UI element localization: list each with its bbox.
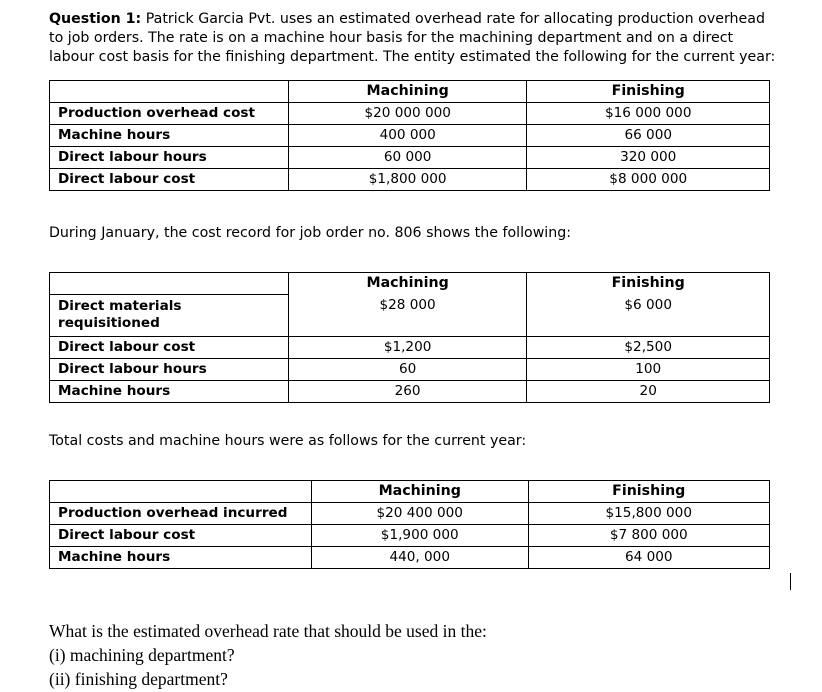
finishing-value: $6 000 xyxy=(527,295,770,337)
table-header-row xyxy=(50,273,770,295)
machining-value: $1,900 000 xyxy=(311,525,528,547)
prompt-line-1: What is the estimated overhead rate that should be used in the: xyxy=(49,621,487,641)
question-label: Question 1: xyxy=(49,11,142,27)
header-finishing: Finishing xyxy=(528,481,770,503)
totals-intro: Total costs and machine hours were as follows for the current year: xyxy=(49,433,527,449)
machining-value: 400 000 xyxy=(288,125,527,147)
finishing-value: 320 000 xyxy=(527,147,770,169)
machining-value: $20 400 000 xyxy=(311,503,528,525)
actuals-table xyxy=(49,480,770,569)
table-row xyxy=(50,381,770,403)
row-label: Machine hours xyxy=(50,381,289,403)
finishing-value: 66 000 xyxy=(527,125,770,147)
table-row xyxy=(50,525,770,547)
machining-value: 60 xyxy=(288,359,527,381)
header-finishing: Finishing xyxy=(527,81,770,103)
row-label-line2: requisitioned xyxy=(58,315,160,331)
row-label: Direct labour cost xyxy=(50,337,289,359)
row-label: Machine hours xyxy=(50,547,312,569)
header-machining: Machining xyxy=(288,273,527,295)
finishing-value: $15,800 000 xyxy=(528,503,770,525)
table-row xyxy=(50,295,770,337)
machining-value: 60 000 xyxy=(288,147,527,169)
header-blank-cell xyxy=(50,81,289,103)
table-row xyxy=(50,125,770,147)
prompt-line-2: (i) machining department? xyxy=(49,645,235,665)
row-label: Machine hours xyxy=(50,125,289,147)
row-label: Direct labour hours xyxy=(50,147,289,169)
table-row xyxy=(50,337,770,359)
machining-value: $1,800 000 xyxy=(288,169,527,191)
row-label: Direct labour hours xyxy=(50,359,289,381)
finishing-value: $16 000 000 xyxy=(527,103,770,125)
header-finishing: Finishing xyxy=(527,273,770,295)
header-machining: Machining xyxy=(288,81,527,103)
row-label: Production overhead cost xyxy=(50,103,289,125)
header-machining: Machining xyxy=(311,481,528,503)
row-label: Production overhead incurred xyxy=(50,503,312,525)
table-header-row xyxy=(50,81,770,103)
table-row xyxy=(50,503,770,525)
question-paragraph xyxy=(49,10,779,67)
job-order-table xyxy=(49,272,770,403)
finishing-value: 20 xyxy=(527,381,770,403)
finishing-value: $8 000 000 xyxy=(527,169,770,191)
machining-value: $28 000 xyxy=(288,295,527,337)
table-row xyxy=(50,547,770,569)
estimates-table xyxy=(49,80,770,191)
table-row xyxy=(50,359,770,381)
machining-value: 260 xyxy=(288,381,527,403)
table-header-row xyxy=(50,481,770,503)
question-text: Patrick Garcia Pvt. uses an estimated overhead rate for allocating production overhead to job orders. The rate is on a machine hour basis for the machining department and on a direct labour cost basis for the finishing department. The entity estimated the following for the current year: xyxy=(49,11,776,65)
table-row xyxy=(50,169,770,191)
header-blank-cell xyxy=(50,481,312,503)
table-row xyxy=(50,147,770,169)
table-row xyxy=(50,103,770,125)
machining-value: $1,200 xyxy=(288,337,527,359)
text-cursor xyxy=(790,573,791,590)
finishing-value: $7 800 000 xyxy=(528,525,770,547)
row-label xyxy=(50,295,289,337)
row-label-line1: Direct materials xyxy=(58,298,182,314)
finishing-value: 64 000 xyxy=(528,547,770,569)
machining-value: 440, 000 xyxy=(311,547,528,569)
row-label: Direct labour cost xyxy=(50,525,312,547)
job-order-intro: During January, the cost record for job order no. 806 shows the following: xyxy=(49,225,572,241)
machining-value: $20 000 000 xyxy=(288,103,527,125)
prompt-line-3: (ii) finishing department? xyxy=(49,669,228,689)
row-label: Direct labour cost xyxy=(50,169,289,191)
header-blank-cell xyxy=(50,273,289,295)
finishing-value: 100 xyxy=(527,359,770,381)
finishing-value: $2,500 xyxy=(527,337,770,359)
